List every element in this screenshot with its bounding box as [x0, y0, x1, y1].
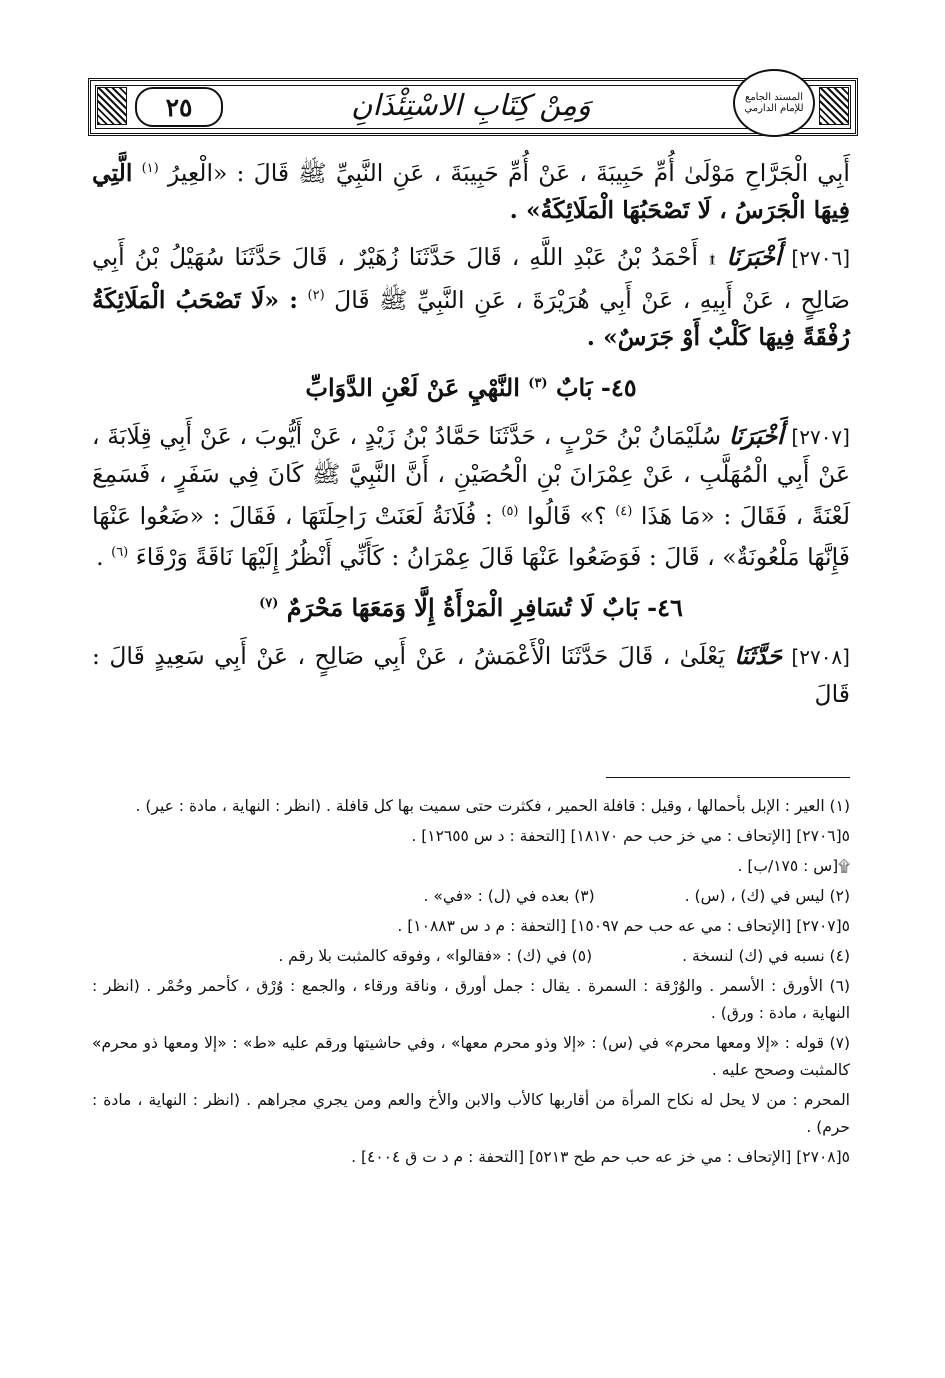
text-line: الَّتِي فِيهَا الْجَرَسُ ، لَا تَصْحَبُهَا الْمَلَائِكَةُ» . [92, 158, 850, 224]
footnote-1: (١) العير : الإبل بأحمالها ، وقيل : قافلة الحمير ، فكثرت حتى سميت بها كل قافلة . (انظر : النهاية ، مادة : عير) . [135, 797, 850, 815]
footnote-row [92, 943, 850, 970]
footnote-3: (٣) بعده في (ل) : «في» . [423, 887, 595, 905]
hadith-text: ۩ أَحْمَدُ بْنُ عَبْدِ اللَّهِ ، قَالَ حَدَّثَنَا زُهَيْرٌ ، قَالَ حَدَّثَنَا سُهَيْلُ بْنُ أَبِي صَالِحٍ ، عَنْ أَبِيهِ ، عَنْ أَبِي هُرَيْرَةَ ، عَنِ النَّبِيِّ ﷺ قَالَ [92, 242, 851, 314]
paragraph-continuation [92, 150, 850, 229]
footnote-2706: ٥[٢٧٠٦] [الإتحاف : مي خز حب حم ١٨١٧٠] [التحفة : د س ١٢٦٥٥] . [411, 827, 850, 845]
footnote-7: (٧) قوله : «إلا ومعها محرم» في (س) : «إلا وذو محرم معها» ، وفي حاشيتها ورقم عليه «ط» : «إلا ومعها ذو محرم» كالمثبت وصحح عليه . [92, 1034, 850, 1079]
footnote-muharram: المحرم : من لا يحل له نكاح المرأة من أقاربها كالأب والابن والأخ والعم ومن يجري مجراهم . (انظر : النهاية ، مادة : حرم) . [92, 1091, 850, 1136]
footnote-ref: (٦) [111, 545, 129, 561]
hadith-2706 [92, 239, 850, 356]
chapter-label: ٤٦- بَابٌ [602, 593, 683, 623]
text-line: أَبِي الْجَرَّاحِ مَوْلَىٰ أُمِّ حَبِيبَةَ ، عَنْ أُمِّ حَبِيبَةَ ، عَنِ النَّبِيِّ ﷺ قَالَ : «الْعِيرُ [167, 158, 850, 187]
hadith-text: يَعْلَىٰ ، قَالَ حَدَّثَنَا الْأَعْمَشُ ، عَنْ أَبِي صَالِحٍ ، عَنْ أَبِي سَعِيدٍ قَالَ : قَالَ [92, 642, 850, 709]
ornament-left-icon [97, 87, 127, 125]
hadith-number: [٢٧٠٧] [791, 424, 850, 449]
hadith-text: سُلَيْمَانُ بْنُ حَرْبٍ ، حَدَّثَنَا حَمَّادُ بْنُ زَيْدٍ ، عَنْ أَيُّوبَ ، عَنْ أَبِي قِلَابَةَ ، عَنْ أَبِي الْمُهَلَّبِ ، عَنْ عِمْرَانَ بْنِ الْحُصَيْنِ ، أَنَّ النَّبِيَّ ﷺ كَانَ فِي سَفَرٍ ، فَسَمِعَ لَعْنَةً ، فَقَالَ : «مَا هَذَا [92, 421, 850, 530]
footnote-ref: (٢) [307, 287, 325, 303]
hadith-matn: : «لَا تَصْحَبُ الْمَلَائِكَةُ رُفْقَةً فِيهَا كَلْبٌ أَوْ جَرَسٌ» . [92, 285, 850, 351]
footnote-separator [606, 777, 850, 778]
hadith-text: . [96, 543, 104, 572]
chapter-title: لَا تُسَافِرِ الْمَرْأَةُ إِلَّا وَمَعَهَا مَحْرَمٌ [286, 593, 594, 623]
hadith-2708 [92, 638, 850, 713]
footnote-row [92, 883, 850, 910]
footnote-5: (٥) في (ك) : «فقالوا» ، وفوقه كالمثبت بلا رقم . [278, 947, 593, 965]
footnote-ref: (٣) [528, 375, 548, 391]
hadith-text: ؟» قَالُوا [527, 501, 607, 530]
page-number: ٢٥ [135, 87, 223, 127]
footnote-signature: ۩[س : ١٧٥/ب] . [737, 857, 850, 875]
footnotes [92, 793, 850, 1174]
chapter-title: النَّهْيِ عَنْ لَعْنِ الدَّوَابِّ [305, 372, 520, 402]
chapter-heading-45 [92, 366, 850, 406]
footnote-2708: ٥[٢٧٠٨] [الإتحاف : مي خز عه حب حم طح ٥٢١٣] [التحفة : م د ت ق ٤٠٠٤] . [351, 1148, 850, 1166]
ornament-right-icon [819, 87, 849, 125]
footnote-ref: (٥) [501, 503, 519, 519]
page-header [88, 78, 858, 136]
hadith-number: [٢٧٠٨] [791, 645, 850, 670]
running-title: وَمِنْ كِتَابِ الاسْتِئْذَانِ [351, 88, 591, 122]
footnote-6: (٦) الأورق : الأسمر . والوُرْقة : السمرة . يقال : جمل أورق ، وناقة ورقاء ، والجمع : وُرْق ، كأحمر وحُمْر . (انظر : النهاية ، مادة : ورق) . [92, 977, 850, 1022]
isnad-lead: أَخْبَرَنَا [728, 421, 784, 450]
chapter-heading-46 [92, 586, 850, 626]
footnote-ref: (١) [141, 161, 159, 176]
hadith-text: : فُلَانَةُ لَعَنَتْ رَاحِلَتَهَا ، فَقَالَ : «ضَعُوا عَنْهَا فَإِنَّهَا مَلْعُونَةٌ» ، قَالَ : فَوَضَعُوا عَنْهَا قَالَ عِمْرَانُ : كَأَنِّي أَنْظُرُ إِلَيْهَا نَاقَةً وَرْقَاءَ [92, 501, 850, 572]
chapter-label: ٤٥- بَابٌ [555, 372, 637, 402]
footnote-ref: (٧) [259, 596, 279, 612]
footnote-2707: ٥[٢٧٠٧] [الإتحاف : مي عه حب حم ١٥٠٩٧] [التحفة : م د س ١٠٨٨٣] . [397, 917, 850, 935]
isnad-lead: حَدَّثَنَا [734, 642, 782, 671]
footnote-2: (٢) ليس في (ك) ، (س) . [684, 887, 850, 905]
publisher-seal-logo: المسند الجامع للإمام الدارمي [733, 69, 815, 137]
isnad-lead: أَخْبَرَنَا [726, 242, 782, 271]
main-text [92, 150, 850, 723]
footnote-ref: (٤) [615, 503, 633, 519]
footnote-4: (٤) نسبه في (ك) لنسخة . [682, 947, 850, 965]
hadith-2707 [92, 418, 850, 577]
hadith-number: [٢٧٠٦] [791, 245, 850, 270]
